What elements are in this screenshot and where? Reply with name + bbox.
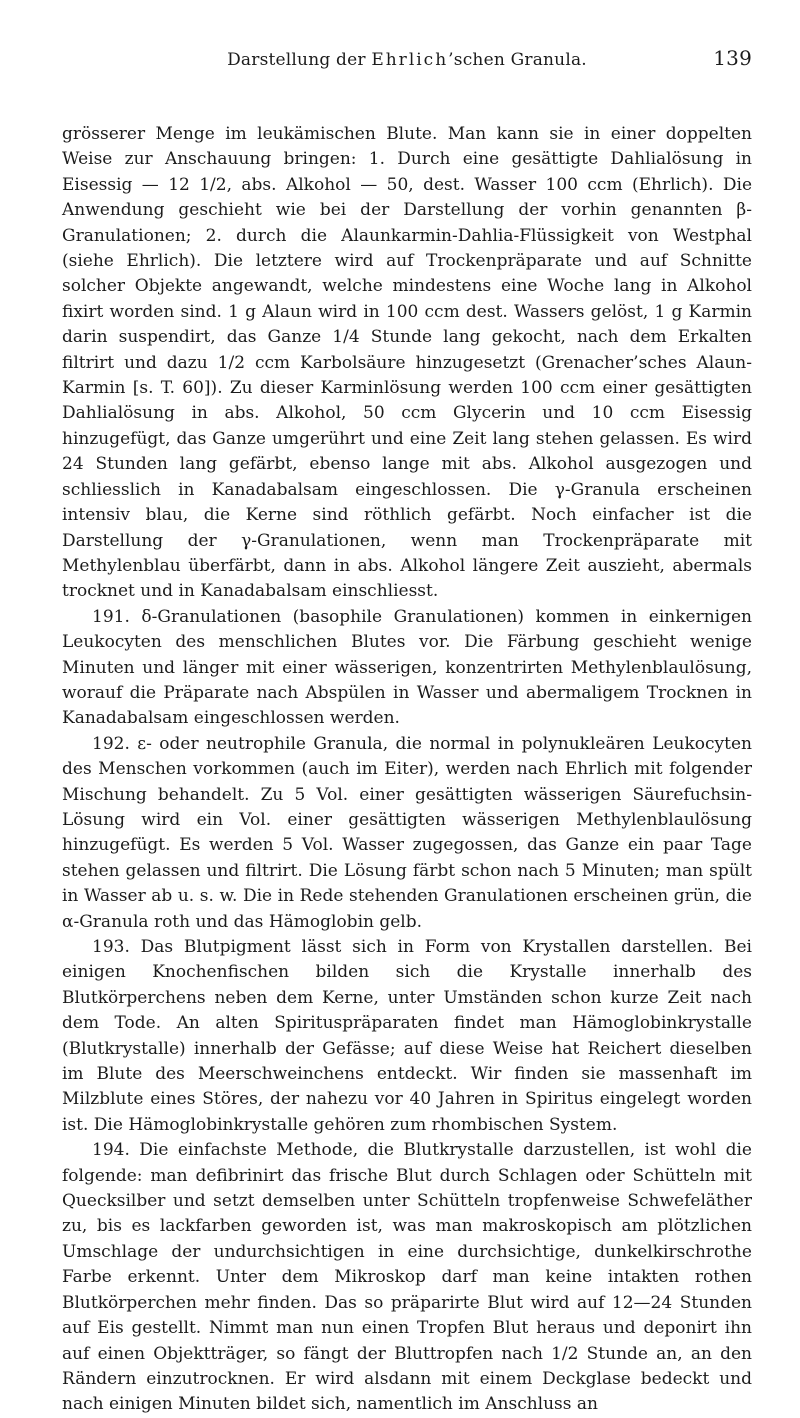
paragraph-191: 191. δ-Granulationen (basophile Granulationen) kommen in einkernigen Leukocyten des menschlichen Blutes vor. Die Färbung geschieht wenige Minuten und länger mit einer wässerigen, konzentrirten Methylenblaulösung, worauf die Präparate nach Abspülen in Wasser und abermaligem Trocknen in Kanadabalsam eingeschlossen werden. [62,606,752,729]
running-head [62,46,752,86]
running-head-title [227,50,587,70]
paragraph-192: 192. ε- oder neutrophile Granula, die normal in polynukleären Leukocyten des Menschen vorkommen (auch im Eiter), werden nach Ehrlich mit folgender Mischung behandelt. Zu 5 Vol. einer gesättigten wässerigen Säurefuchsin-Lösung wird ein Vol. einer gesättigten wässerigen Methylenblaulösung hinzugefügt. Es werden 5 Vol. Wasser zugegossen, das Ganze ein paar Tage stehen gelassen und filtrirt. Die Lösung färbt schon nach 5 Minuten; man spült in Wasser ab u. s. w. Die in Rede stehenden Granulationen erscheinen grün, die α-Granula roth und das Hämoglobin gelb. [62,733,752,932]
running-head-name: Ehrlich [371,50,449,70]
paragraph-194: 194. Die einfachste Methode, die Blutkrystalle darzustellen, ist wohl die folgende: man defibrinirt das frische Blut durch Schlagen oder Schütteln mit Quecksilber und setzt demselben unter Schütteln tropfenweise Schwefeläther zu, bis es lackfarben geworden ist, was man makroskopisch am plötzlichen Umschlage der undurchsichtigen in eine durchsichtige, dunkelkirschrothe Farbe erkennt. Unter dem Mikroskop darf man keine intakten rothen Blutkörperchen mehr finden. Das so präparirte Blut wird auf 12—24 Stunden auf Eis gestellt. Nimmt man nun einen Tropfen Blut heraus und deponirt ihn auf einen Objektträger, so fängt der Bluttropfen nach 1/2 Stunde an, an den Rändern einzutrocknen. Er wird alsdann mit einem Deckglase bedeckt und nach einigen Minuten bildet sich, namentlich im Anschluss an [62,1140,752,1415]
running-head-suffix: ’schen Granula. [448,50,587,70]
paragraph-continuation: grösserer Menge im leukämischen Blute. Man kann sie in einer doppelten Weise zur Anschauung bringen: 1. Durch eine gesättigte Dahlialösung in Eisessig — 12 1/2, abs. Alkohol — 50, dest. Wasser 100 ccm (Ehrlich). Die Anwendung geschieht wie bei der Darstellung der vorhin genannten β-Granulationen; 2. durch die Alaunkarmin-Dahlia-Flüssigkeit von Westphal (siehe Ehrlich). Die letztere wird auf Trockenpräparate und auf Schnitte solcher Objekte angewandt, welche mindestens eine Woche lang in Alkohol fixirt worden sind. 1 g Alaun wird in 100 ccm dest. Wassers gelöst, 1 g Karmin darin suspendirt, das Ganze 1/4 Stunde lang gekocht, nach dem Erkalten filtrirt und dazu 1/2 ccm Karbolsäure hinzugesetzt (Grenacher’sches Alaun-Karmin [s. T. 60]). Zu dieser Karminlösung werden 100 ccm einer gesättigten Dahlialösung in abs. Alkohol, 50 ccm Glycerin und 10 ccm Eisessig hinzugefügt, das Ganze umgerührt und eine Zeit lang stehen gelassen. Es wird 24 Stunden lang gefärbt, ebenso lange mit abs. Alkohol ausgezogen und schliesslich in Kanadabalsam eingeschlossen. Die γ-Granula erscheinen intensiv blau, die Kerne sind röthlich gefärbt. Noch einfacher ist die Darstellung der γ-Granulationen, wenn man Trockenpräparate mit Methylenblau überfärbt, dann in abs. Alkohol längere Zeit auszieht, abermals trocknet und in Kanadabalsam einschliesst. [62,124,752,602]
page-number: 139 [713,46,752,70]
body-text [62,122,752,1418]
running-head-prefix: Darstellung der [227,50,366,70]
paragraph-193: 193. Das Blutpigment lässt sich in Form von Krystallen darstellen. Bei einigen Knochenfischen bilden sich die Krystalle innerhalb des Blutkörperchens neben dem Kerne, unter Umständen schon kurze Zeit nach dem Tode. An alten Spirituspräparaten findet man Hämoglobinkrystalle (Blutkrystalle) innerhalb der Gefässe; auf diese Weise hat Reichert dieselben im Blute des Meerschweinchens entdeckt. Wir finden sie massenhaft im Milzblute eines Störes, der nahezu vor 40 Jahren in Spiritus eingelegt worden ist. Die Hämoglobinkrystalle gehören zum rhombischen System. [62,937,752,1135]
book-page [62,46,752,1418]
